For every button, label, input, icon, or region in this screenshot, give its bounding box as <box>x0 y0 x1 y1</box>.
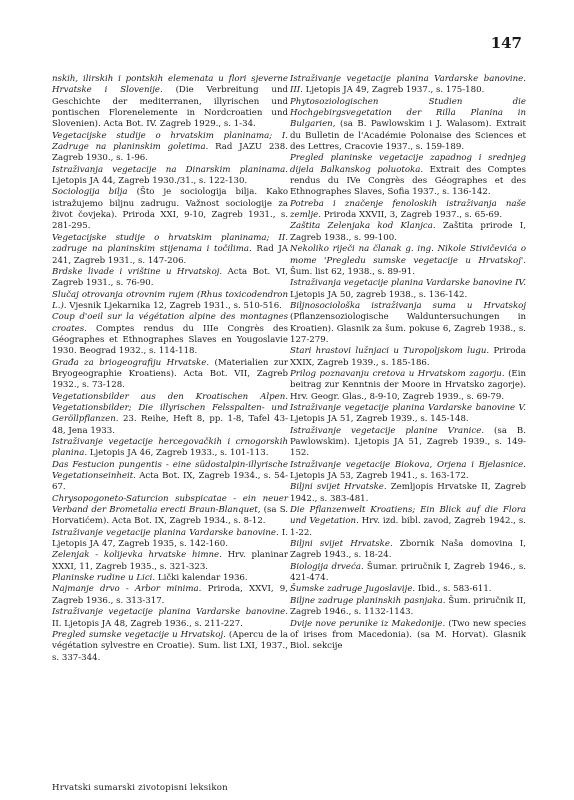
entry-details: (sa B. Pawlowskim). Ljetopis JA 51, Zagreb 1939., s. 149-152. <box>290 425 526 459</box>
bibliography-entry <box>290 584 526 595</box>
bibliography-entry <box>52 584 288 607</box>
bibliography-entry <box>290 278 526 301</box>
bibliography-entry <box>52 233 288 267</box>
entry-title: Nekoliko riječi na članak g. ing. Nikole Stivičevića o mome 'Pregledu sumske vegetacije u Hrvatskoj'. <box>290 244 526 266</box>
bibliography-entry <box>52 290 288 313</box>
page-number: 147 <box>490 34 522 52</box>
entry-title: Istraživanje vegetacije planina Vardarske banovine V. <box>290 402 526 413</box>
entry-title: Biljni svijet Hrvatske. <box>290 539 393 550</box>
entry-title: Pregled planinske vegetacije zapadnog i srednjeg dijela Balkanskog poluotoka. <box>290 153 526 175</box>
entry-details: Šum. priručnik II, Zagreb 1946., s. 1132-1143. <box>290 595 527 618</box>
bibliography-entry <box>290 403 526 426</box>
entry-title: Biljne zadruge planinskih pasnjaka. <box>290 595 446 606</box>
bibliography-entry <box>52 392 288 437</box>
entry-title: Pregled sumske vegetacije u Hrvatskoj. <box>52 629 226 640</box>
bibliography-entry <box>290 369 526 403</box>
bibliography-entry <box>52 165 288 188</box>
bibliography-entry <box>290 244 526 278</box>
entry-details: Ljetopis JA 51, Zagreb 1939., s. 145-148. <box>290 414 469 425</box>
entry-details: Priroda XXIX, Zagreb 1939., s. 185-186. <box>290 346 526 368</box>
entry-title: Vegetacijske studije o hrvatskim planinama; I. Zadruge na planinskim goletima. <box>52 130 288 153</box>
entry-details: (Pflanzensoziologische Walduntersuchungen in Kroatien). Glasnik za šum. pokuse 6, Zagreb 1938., s. 127-279. <box>290 312 526 345</box>
bibliography-entry <box>52 131 288 165</box>
entry-details: Ljetopis JA 46, Zagreb 1933., s. 101-113. <box>87 448 269 459</box>
entry-title: Istraživanje vegetacije Biokova, Orjena i Bjelasnice. <box>290 459 526 470</box>
entry-title: Phytosoziologischen Studien die Hochgebirgsvegetation der Rilla Planina in Bulgarien, <box>290 96 526 130</box>
entry-title: Zelenjak - kolijevka hrvatske himne. <box>52 550 222 561</box>
entry-title: Chrysopogoneto-Saturcion subspicatae - ein neuer Verband der Brometalia erecti Braun-Blanquet, <box>52 493 288 516</box>
entry-details: (Two new species of irises from Macedonia). (sa M. Horvat). Glasnik Biol. sekcije <box>290 618 526 652</box>
entry-title: Istraživanje vegetacije planine Vranice. <box>290 425 485 436</box>
bibliography-entry <box>290 346 526 369</box>
entry-details: (Ein beitrag zur Kenntnis der Moore in Hrvatsko zagorje). Hrv. Geogr. Glas., 8-9-10, Zagreb 1939., s. 69-79. <box>290 368 526 402</box>
entry-title: Das Festucion pungentis - eine südostalpin-illyrische Vegetationseinheit. <box>52 459 288 482</box>
bibliography-entry <box>52 312 288 357</box>
entry-title: Slučaj otrovanja otrovnim rujem (Rhus toxicodendron L.) <box>52 289 288 311</box>
entry-details: (Materialien zur Bryogeographie Kroatiens). Acta Bot. VII, Zagreb 1932., s. 73-128. <box>52 357 289 391</box>
bibliography-entry <box>52 528 288 551</box>
entry-title: Istraživanja vegetacije planina Vardarske banovine IV. <box>290 278 526 289</box>
bibliography-entry <box>290 482 526 505</box>
entry-title: Vegetationsbilder aus den Kroatischen Alpen. Vegetationsbilder; Die illyrischen Felsspalten- und Geröllpflanzen. <box>52 391 288 425</box>
entry-details: Zaštita prirode I, Zagreb 1938., s. 99-100. <box>290 221 526 243</box>
entry-title: Istraživanje vegetacije planina Vardarske banovine. <box>52 607 288 618</box>
entry-details: Hrv. izd. bibl. zavod, Zagreb 1942., s. 1-22. <box>290 516 526 538</box>
bibliography-entry <box>52 607 288 630</box>
entry-details: (Što je sociologija bilja. Kako istražujemo biljnu zadrugu. Važnost sociologije za život čovjeka). Priroda XXI, 9-10, Zagreb 1931., s. 281-295. <box>52 187 288 232</box>
bibliography-entry <box>52 267 288 290</box>
entry-details: 23. Reihe, Heft 8, pp. 1-8, Tafel 43-48, Jena 1933. <box>52 414 288 436</box>
bibliography-entry <box>52 74 288 131</box>
bibliography-entry <box>290 596 526 619</box>
entry-title: Istraživanje vegetacije planina Vardarske banovine. III. <box>290 74 526 96</box>
entry-details: II. Ljetopis JA 48, Zagreb 1936., s. 211-227. <box>52 618 243 629</box>
entry-title: nskih, ilirskih i pontskih elemenata u flori sjeverne Hrvatske i Slovenije. <box>52 74 288 96</box>
entry-title: Vegetacijske studije o hrvatskim planinama; II. zadruge na planinskim stijenama i točilima. <box>52 232 288 255</box>
entry-details: Priroda, XXVI, 9, Zagreb 1936., s. 313-317. <box>52 584 288 606</box>
entry-title: Najmanje drvo - Arbor minima. <box>52 584 202 595</box>
entry-details: Hrv. planinar XXXI, 11, Zagreb 1935., s. 321-323. <box>52 550 288 572</box>
entry-details: Acta Bot. VI, Zagreb 1931., s. 76-90. <box>52 266 288 289</box>
entry-details: Ljetopis JA 53, Zagreb 1941., s. 163-172. <box>290 471 469 482</box>
bibliography-entry <box>290 221 526 244</box>
entry-title: Coup d'oeil sur la végétation alpine des montagnes croates. <box>52 312 288 334</box>
entry-details: Acta Bot. IX, Zagreb 1934., s. 54-67. <box>52 471 288 493</box>
entry-title: Stari hrastovi lužnjaci u Turopoljskom lugu. <box>290 346 490 357</box>
bibliography-entry <box>52 630 288 664</box>
bibliography-entry <box>290 619 526 653</box>
page-footer: Hrvatski sumarski zivotopisni leksikon <box>52 783 228 793</box>
entry-title: Zaštita Zelenjaka kod Klanjca. <box>290 221 436 232</box>
bibliography-entry <box>52 573 288 584</box>
entry-title: Prilog poznavanju cretova u Hrvatskom zagorju. <box>290 368 505 379</box>
entry-details: Ibid., s. 583-611. <box>415 584 492 595</box>
bibliography-entry <box>290 426 526 460</box>
entry-details: Šumar. priručnik I, Zagreb 1946., s. 421-474. <box>290 561 526 584</box>
entry-title: Biljnosociološka istraživanja suma u Hrvatskoj <box>290 300 526 311</box>
entry-details: Zemljopis Hrvatske II, Zagreb 1942., s. 383-481. <box>290 482 526 504</box>
bibliography-entry <box>290 97 526 154</box>
entry-title: Istraživanja vegetacije na Dinarskim planinama. <box>52 164 288 175</box>
entry-title: Istraživanje vegetacije hercegovačkih i crnogorskih planina. <box>52 437 288 459</box>
bibliography-entry <box>52 437 288 460</box>
entry-details: Ljetopis JA 49, Zagreb 1937., s. 175-180. <box>302 85 485 96</box>
entry-title: Sociologija bilja <box>52 187 128 198</box>
entry-details: I. Ljetopis JA 47, Zagreb 1935, s. 142-160. <box>52 527 289 550</box>
entry-title: Planinske rudine u Lici. <box>52 573 156 584</box>
entry-details: (sa S. Horvatićem). Acta Bot. IX, Zagreb 1934., s. 8-12. <box>52 505 289 527</box>
entry-details: Comptes rendus du IIIe Congrès des Géographes et Ethnographes Slaves en Yougoslavie 1930. Beograd 1932., s. 114-118. <box>52 323 288 357</box>
bibliography-entry <box>52 550 288 573</box>
bibliography-entry <box>290 562 526 585</box>
bibliography-entry <box>52 358 288 392</box>
entry-details: Ljetopis JA 50, zagreb 1938., s. 136-142. <box>290 289 468 300</box>
bibliography-entry <box>290 199 526 222</box>
entry-details: . Vjesnik Ljekarnika 12, Zagreb 1931., s. 510-516. <box>63 300 282 311</box>
entry-title: Die Pflanzenwelt Kroatiens; Ein Blick auf die Flora und Vegetation. <box>290 505 526 527</box>
bibliography-entry <box>290 74 526 97</box>
bibliography-entry <box>290 301 526 346</box>
bibliography-entry <box>290 460 526 483</box>
bibliography-right-column <box>290 74 526 653</box>
entry-title: Biologija drveća. <box>290 561 364 572</box>
entry-details: (Apercu de la végétation sylvestre en Croatie). Sum. list LXI, 1937., s. 337-344. <box>52 629 288 663</box>
entry-title: Dvije nove perunike iz Makedonije. <box>290 618 446 629</box>
bibliography-entry <box>290 539 526 562</box>
entry-details: Extrait des Comptes rendus du IVe Congrès des Géographes et des Ethnographes Slaves, Sofia 1937., s. 136-142. <box>290 164 526 198</box>
entry-title: Biljni svijet Hrvatske. <box>290 482 387 493</box>
entry-details: (Die Verbreitung und Geschichte der mediterranen, illyrischen und pontischen Florenelemente in Nordcroatien und Slovenien). Acta Bot. IV. Zagreb 1929., s. 1-34. <box>52 85 289 130</box>
entry-details: Rad JA 241, Zagreb 1931., s. 147-206. <box>52 244 288 266</box>
bibliography-entry <box>52 187 288 232</box>
entry-details: Lički kalendar 1936. <box>155 573 248 584</box>
bibliography-entry <box>52 460 288 494</box>
bibliography-entry <box>290 505 526 539</box>
entry-details: Šum. list 62, 1938., s. 89-91. <box>290 266 415 277</box>
bibliography-left-column <box>52 74 288 664</box>
entry-title: Istraživanje vegetacije planina Vardarske banovine. <box>52 527 279 538</box>
entry-title: Građa za briogeografiju Hrvatske. <box>52 357 210 368</box>
entry-details: Priroda XXVII, 3, Zagreb 1937., s. 65-69. <box>321 210 503 221</box>
entry-title: Šumske zadruge Jugoslavije. <box>290 584 416 595</box>
entry-details: Rad JAZU 238. Zagreb 1930., s. 1-96. <box>52 142 288 164</box>
bibliography-entry <box>52 494 288 528</box>
entry-title: Brdske livade i vrištine u Hrvatskoj. <box>52 266 223 277</box>
bibliography-entry <box>290 153 526 198</box>
entry-details: Zbornik Naša domovina I, Zagreb 1943., s. 18-24. <box>290 539 526 561</box>
entry-title: Potreba i značenje fenoloskih istraživanja naše zemlje. <box>290 198 526 221</box>
entry-details: (sa B. Pawlowskim i J. Walasom). Extrait du Bulletin de l'Académie Polonaise des Sciences et des Lettres, Cracovie 1937., s. 159-189. <box>290 119 526 153</box>
entry-details: Ljetopis JA 44, Zagreb 1930./31., s. 122-130. <box>52 176 248 187</box>
